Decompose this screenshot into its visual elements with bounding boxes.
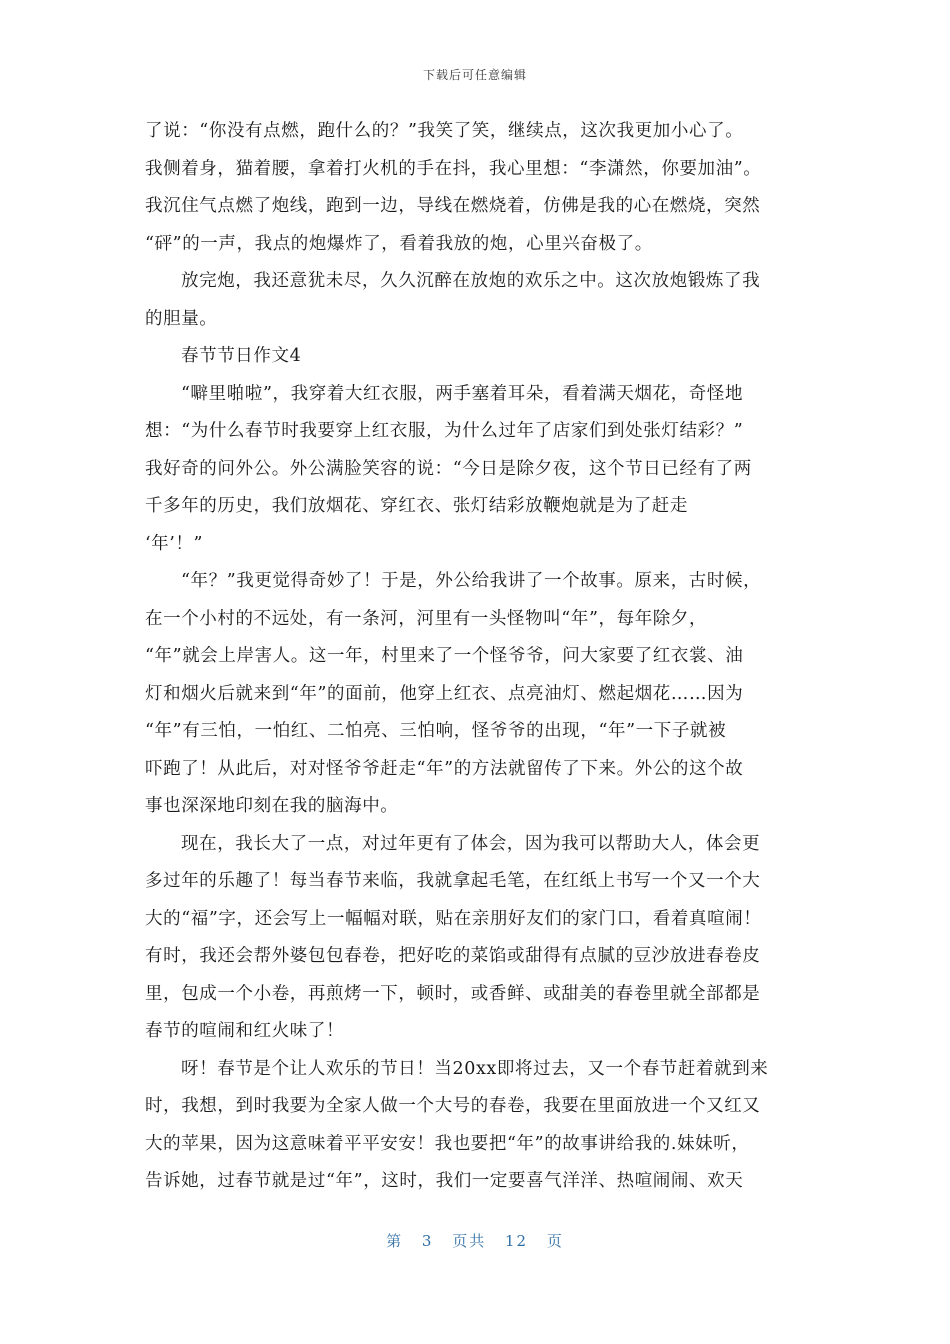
text-line: 事也深深地印刻在我的脑海中。 bbox=[145, 796, 399, 816]
text-line: 有时，我还会帮外婆包包春卷，把好吃的菜馅或甜得有点腻的豆沙放进春卷皮 bbox=[145, 946, 761, 966]
text-line: 在一个小村的不远处，有一条河，河里有一头怪物叫“年”，每年除夕， bbox=[145, 608, 708, 629]
text-line: 大的“福”字，还会写上一幅幅对联，贴在亲朋好友们的家门口，看着真喧闹！ bbox=[145, 908, 762, 929]
paragraph-start: 呀！春节是个让人欢乐的节日！当20xx即将过去，又一个春节赶着就到来 bbox=[181, 1058, 769, 1079]
text-line: 了说：“你没有点燃，跑什么的？”我笑了笑，继续点，这次我更加小心了。 bbox=[145, 121, 744, 141]
text-line: 我好奇的问外公。外公满脸笑容的说：“今日是除夕夜，这个节日已经有了两 bbox=[145, 458, 752, 479]
text-line: 我沉住气点燃了炮线，跑到一边，导线在燃烧着，仿佛是我的心在燃烧，突然 bbox=[145, 196, 761, 216]
text-line: 吓跑了！从此后，对对怪爷爷赶走“年”的方法就留传了下来。外公的这个故 bbox=[145, 758, 744, 779]
paragraph-start: 现在，我长大了一点，对过年更有了体会，因为我可以帮助大人，体会更 bbox=[181, 833, 761, 854]
text-line: 想：“为什么春节时我要穿上红衣服，为什么过年了店家们到处张灯结彩？” bbox=[145, 421, 744, 441]
text-line: ‘年’！” bbox=[145, 533, 204, 554]
footer-middle: 页共 bbox=[452, 1232, 487, 1250]
text-line: “年”有三怕，一怕红、二怕亮、三怕响，怪爷爷的出现，“年”一下子就被 bbox=[145, 721, 727, 741]
total-page-count: 12 bbox=[505, 1232, 529, 1250]
text-line: 告诉她，过春节就是过“年”，这时，我们一定要喜气洋洋、热喧闹闹、欢天 bbox=[145, 1171, 744, 1191]
text-line: 多过年的乐趣了！每当春节来临，我就拿起毛笔，在红纸上书写一个又一个大 bbox=[145, 871, 761, 891]
text-line: 的胆量。 bbox=[145, 308, 218, 329]
text-line: 里，包成一个小卷，再煎烤一下，顿时，或香鲜、或甜美的春卷里就全部都是 bbox=[145, 983, 761, 1004]
footer-prefix: 第 bbox=[386, 1232, 404, 1250]
text-line: 我侧着身，猫着腰，拿着打火机的手在抖，我心里想：“李潇然，你要加油”。 bbox=[145, 158, 762, 179]
page-footer bbox=[0, 1230, 950, 1251]
text-line: 大的苹果，因为这意味着平平安安！我也要把“年”的故事讲给我的.妹妹听， bbox=[145, 1133, 750, 1154]
current-page-number: 3 bbox=[421, 1232, 434, 1250]
footer-suffix: 页 bbox=[546, 1232, 564, 1250]
text-line: 灯和烟火后就来到“年”的面前，他穿上红衣、点亮油灯、燃起烟花……因为 bbox=[145, 683, 744, 704]
text-line: 千多年的历史，我们放烟花、穿红衣、张灯结彩放鞭炮就是为了赶走 bbox=[145, 496, 688, 516]
text-line: 时，我想，到时我要为全家人做一个大号的春卷，我要在里面放进一个又红又 bbox=[145, 1096, 761, 1116]
text-line: “年”就会上岸害人。这一年，村里来了一个怪爷爷，问大家要了红衣裳、油 bbox=[145, 646, 744, 666]
document-body bbox=[145, 113, 810, 1201]
page-header: 下载后可任意编辑 bbox=[422, 68, 527, 82]
text-line: “砰”的一声，我点的炮爆炸了，看着我放的炮，心里兴奋极了。 bbox=[145, 233, 653, 254]
section-title: 春节节日作文4 bbox=[181, 346, 302, 366]
paragraph-start: 放完炮，我还意犹未尽，久久沉醉在放炮的欢乐之中。这次放炮锻炼了我 bbox=[181, 271, 761, 291]
text-line: 春节的喧闹和红火味了！ bbox=[145, 1021, 345, 1041]
paragraph-start: “噼里啪啦”，我穿着大红衣服，两手塞着耳朵，看着满天烟花，奇怪地 bbox=[181, 383, 744, 404]
paragraph-start: “年？”我更觉得奇妙了！于是，外公给我讲了一个故事。原来，古时候， bbox=[181, 571, 762, 591]
